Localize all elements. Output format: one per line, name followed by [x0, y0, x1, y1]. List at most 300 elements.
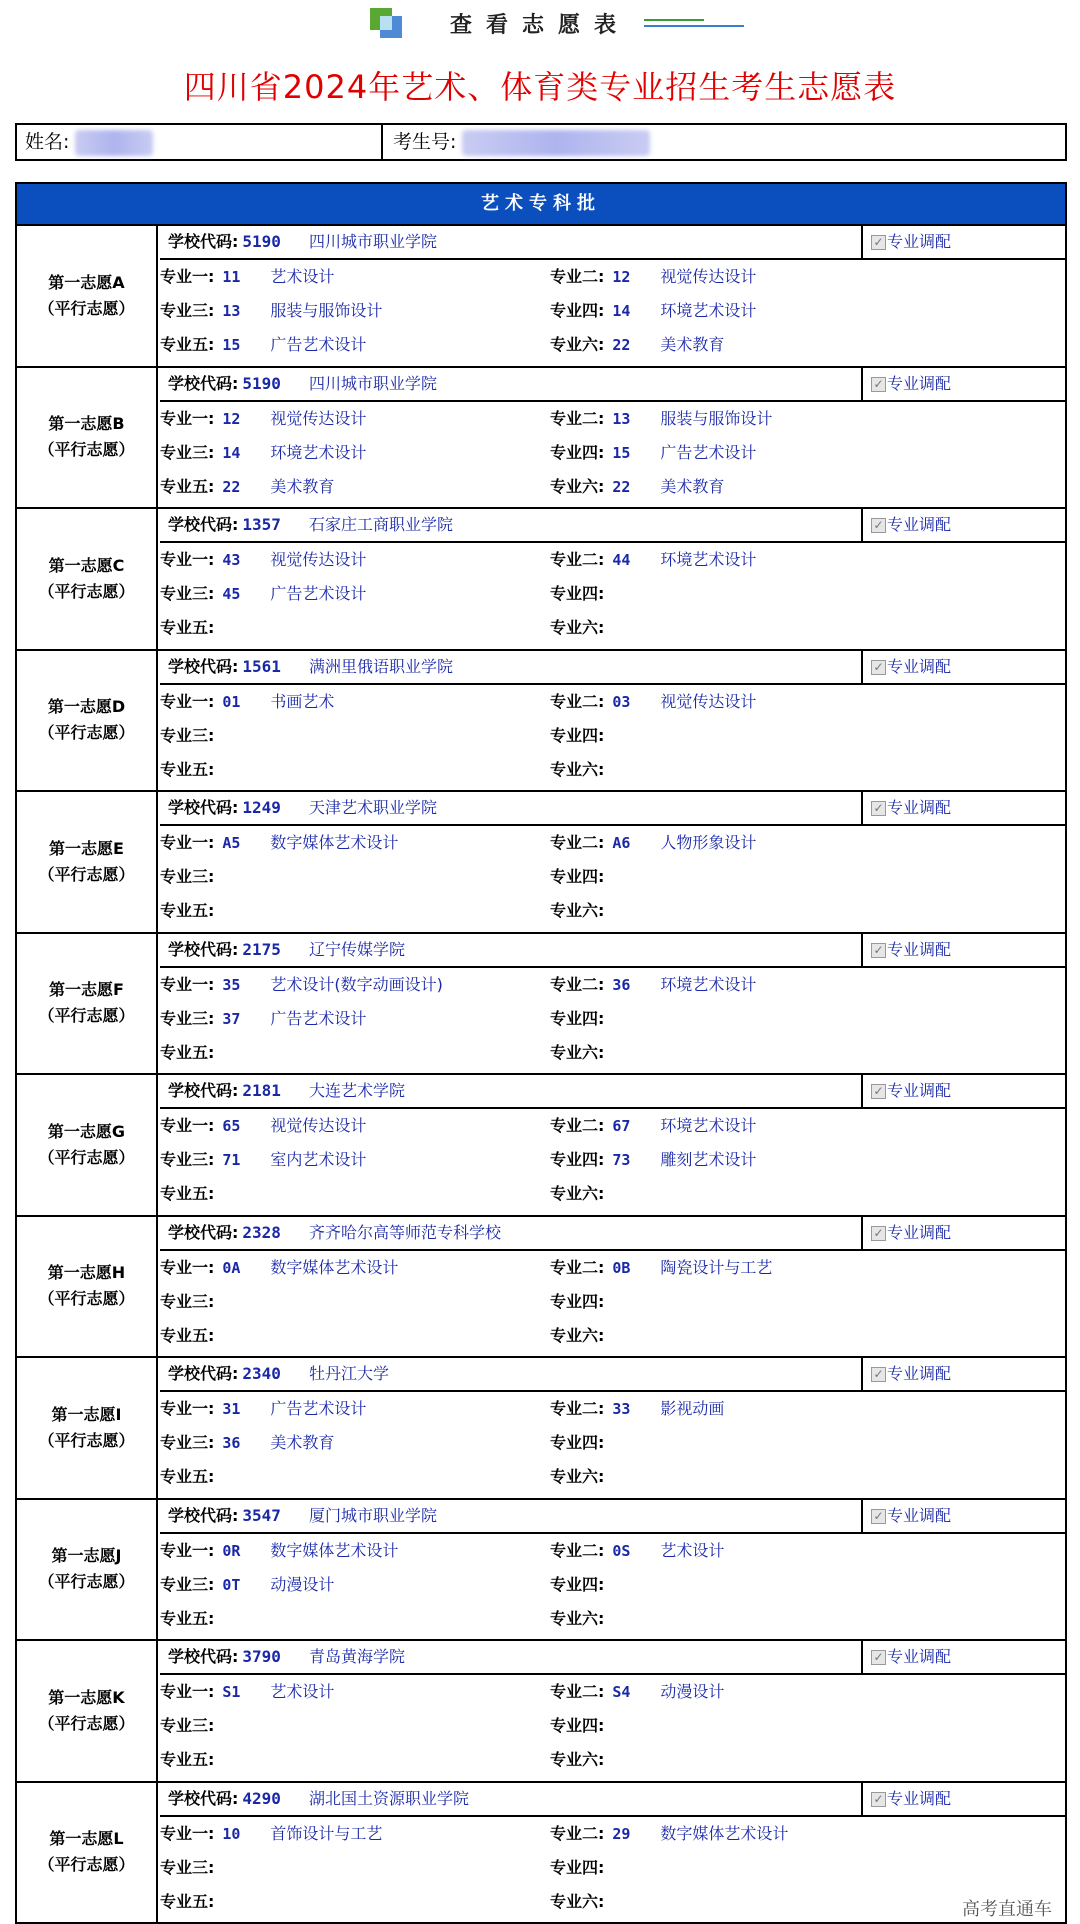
- major-code: 0S: [612, 1541, 631, 1560]
- checkbox-checked-icon[interactable]: ✓: [871, 1792, 886, 1807]
- wish-block: [15, 226, 1067, 368]
- form-title: 四川省2024年艺术、体育类专业招生考生志愿表: [183, 68, 897, 106]
- major-label: 专业六:: [550, 1467, 605, 1486]
- major-code: 43: [222, 551, 241, 569]
- school-code: 2328: [242, 1222, 281, 1242]
- checkbox-checked-icon[interactable]: ✓: [871, 1367, 886, 1382]
- major-label: 专业一:: [160, 833, 215, 852]
- majors-grid: [160, 1817, 1065, 1923]
- major-adjust[interactable]: [871, 226, 951, 258]
- majors-grid: [160, 543, 1065, 649]
- major-slot: [550, 1285, 660, 1319]
- major-name: 环境艺术设计: [270, 442, 367, 462]
- majors-grid: [160, 826, 1065, 932]
- major-code: 12: [222, 409, 241, 428]
- major-label: 专业一:: [160, 691, 215, 711]
- wish-parallel-note: （平行志愿）: [38, 1147, 135, 1167]
- major-slot: [550, 1743, 660, 1777]
- major-name: 视觉传达设计: [270, 550, 367, 569]
- major-label: 专业六:: [550, 759, 605, 779]
- major-label: 专业一:: [160, 267, 215, 286]
- major-label: 专业五:: [160, 1467, 215, 1486]
- major-name: 视觉传达设计: [660, 267, 757, 286]
- major-adjust[interactable]: [871, 792, 951, 824]
- school-code: 2340: [242, 1364, 281, 1383]
- wish-title: 第一志愿E: [49, 838, 124, 858]
- wish-parallel-note: （平行志愿）: [38, 1006, 135, 1026]
- major-label: 专业四:: [550, 867, 605, 886]
- majors-grid: [160, 260, 1065, 366]
- school-code: 5190: [242, 232, 281, 251]
- school-row: [160, 651, 1065, 685]
- wish-title: 第一志愿H: [47, 1263, 126, 1283]
- major-label: 专业六:: [550, 1184, 605, 1203]
- checkbox-checked-icon[interactable]: ✓: [871, 801, 886, 816]
- major-label: 专业三:: [160, 1008, 215, 1028]
- school-row: [160, 509, 1065, 543]
- major-slot: [160, 826, 398, 860]
- major-code: 15: [612, 443, 631, 462]
- major-slot: [160, 1426, 334, 1460]
- major-code: 12: [612, 268, 631, 286]
- major-adjust[interactable]: [871, 368, 951, 400]
- school-name: 大连艺术学院: [308, 1081, 405, 1100]
- wish-list: [15, 226, 1067, 1924]
- school-code-label: 学校代码:: [168, 232, 239, 251]
- id-redacted: [462, 130, 650, 156]
- major-name: 数字媒体艺术设计: [660, 1823, 789, 1843]
- school-row: [160, 1641, 1065, 1675]
- major-name: 艺术设计: [660, 1540, 725, 1560]
- majors-grid: [160, 1534, 1065, 1640]
- major-label: 专业一:: [160, 550, 215, 569]
- major-label: 专业四:: [550, 584, 605, 603]
- major-code: 36: [612, 975, 631, 994]
- major-slot: [550, 1602, 660, 1636]
- major-adjust-label: 专业调配: [887, 798, 952, 817]
- major-label: 专业六:: [550, 618, 605, 637]
- wish-block: [15, 1500, 1067, 1642]
- major-name: 动漫设计: [270, 1574, 335, 1594]
- major-slot: [160, 1743, 270, 1777]
- major-code: 22: [612, 336, 631, 354]
- major-code: 11: [222, 268, 241, 286]
- major-slot: [160, 470, 334, 504]
- watermark: 高考直通车: [962, 1899, 1052, 1920]
- major-slot: [550, 1568, 660, 1602]
- major-adjust[interactable]: [871, 509, 951, 541]
- wish-title: 第一志愿I: [51, 1404, 122, 1424]
- checkbox-checked-icon[interactable]: ✓: [871, 518, 886, 533]
- major-label: 专业二:: [550, 267, 605, 286]
- major-slot: [550, 826, 756, 860]
- major-name: 人物形象设计: [660, 833, 757, 852]
- checkbox-checked-icon[interactable]: ✓: [871, 235, 886, 250]
- major-slot: [550, 1675, 724, 1709]
- wish-parallel-note: （平行志愿）: [38, 864, 135, 884]
- major-adjust-label: 专业调配: [887, 373, 952, 393]
- school-row: [160, 1783, 1065, 1817]
- major-slot: [160, 260, 334, 294]
- school-code: 3547: [242, 1505, 281, 1525]
- school-code-label: 学校代码:: [168, 1647, 239, 1666]
- school-name: 辽宁传媒学院: [308, 939, 405, 959]
- major-name: 艺术设计(数字动画设计): [270, 974, 443, 994]
- major-label: 专业五:: [160, 1325, 215, 1345]
- major-slot: [160, 1392, 366, 1426]
- student-info: [15, 123, 1067, 161]
- major-slot: [550, 1177, 660, 1211]
- major-code: 01: [222, 692, 241, 711]
- school-row: [160, 792, 1065, 826]
- wish-title: 第一志愿G: [47, 1121, 126, 1141]
- major-adjust-label: 专业调配: [887, 232, 952, 251]
- major-label: 专业二:: [550, 550, 605, 569]
- major-slot: [550, 1534, 724, 1568]
- school-name: 齐齐哈尔高等师范专科学校: [308, 1222, 501, 1242]
- major-label: 专业二:: [550, 1540, 605, 1560]
- major-label: 专业三:: [160, 301, 215, 320]
- school-row: [160, 368, 1065, 402]
- school-code-label: 学校代码:: [168, 656, 239, 676]
- major-slot: [550, 1319, 660, 1353]
- major-slot: [160, 753, 270, 787]
- major-slot: [160, 719, 270, 753]
- major-adjust-label: 专业调配: [887, 656, 952, 676]
- major-code: 67: [612, 1117, 631, 1135]
- major-slot: [160, 1319, 270, 1353]
- major-code: 14: [612, 302, 631, 320]
- major-slot: [550, 1851, 660, 1885]
- school-row: [160, 934, 1065, 968]
- school-row: [160, 1500, 1065, 1534]
- major-code: 0A: [222, 1258, 241, 1277]
- major-name: 服装与服饰设计: [270, 301, 383, 320]
- wish-parallel-note: （平行志愿）: [38, 1713, 135, 1733]
- batch-header: 艺术专科批: [15, 182, 1067, 226]
- major-slot: [550, 719, 660, 753]
- majors-grid: [160, 1109, 1065, 1215]
- major-name: 视觉传达设计: [270, 1116, 367, 1135]
- wish-block: [15, 1783, 1067, 1924]
- school-name: 天津艺术职业学院: [308, 798, 437, 817]
- major-slot: [550, 1426, 660, 1460]
- major-adjust-label: 专业调配: [887, 1222, 952, 1242]
- major-label: 专业三:: [160, 442, 215, 462]
- majors-grid: [160, 1251, 1065, 1357]
- major-name: 美术教育: [660, 476, 725, 496]
- major-adjust[interactable]: [871, 1358, 951, 1390]
- major-label: 专业六:: [550, 901, 605, 920]
- major-label: 专业三:: [160, 725, 215, 745]
- major-label: 专业四:: [550, 725, 605, 745]
- major-code: 65: [222, 1117, 241, 1135]
- major-label: 专业三:: [160, 1291, 215, 1311]
- major-label: 专业一:: [160, 408, 215, 428]
- major-slot: [550, 1109, 756, 1143]
- name-redacted: [75, 130, 153, 156]
- major-code: 10: [222, 1824, 241, 1843]
- major-label: 专业四:: [550, 1150, 605, 1169]
- major-name: 书画艺术: [270, 691, 335, 711]
- school-name: 四川城市职业学院: [308, 232, 437, 251]
- checkbox-checked-icon[interactable]: ✓: [871, 1509, 886, 1524]
- major-slot: [160, 577, 366, 611]
- id-label: 考生号:: [393, 131, 457, 153]
- major-name: 艺术设计: [270, 1682, 335, 1701]
- major-name: 广告艺术设计: [270, 335, 367, 354]
- major-name: 室内艺术设计: [270, 1150, 367, 1169]
- school-code-label: 学校代码:: [168, 373, 239, 393]
- wish-block: [15, 1641, 1067, 1783]
- major-label: 专业五:: [160, 335, 215, 354]
- student-name-cell: [17, 125, 383, 159]
- wish-label: [17, 1358, 158, 1498]
- major-adjust-label: 专业调配: [887, 939, 952, 959]
- major-slot: [160, 1143, 366, 1177]
- major-code: 13: [222, 302, 241, 320]
- major-slot: [160, 1885, 270, 1919]
- wish-label: [17, 1217, 158, 1357]
- school-code: 1561: [242, 656, 281, 676]
- school-code: 4290: [242, 1788, 281, 1808]
- wish-parallel-note: （平行志愿）: [38, 1289, 135, 1309]
- major-label: 专业五:: [160, 1750, 215, 1769]
- major-code: A5: [222, 834, 241, 852]
- major-name: 雕刻艺术设计: [660, 1150, 757, 1169]
- major-adjust-label: 专业调配: [887, 1081, 952, 1100]
- major-slot: [160, 1568, 334, 1602]
- major-slot: [550, 753, 660, 787]
- wish-label: [17, 792, 158, 932]
- major-label: 专业一:: [160, 1823, 215, 1843]
- major-code: 71: [222, 1151, 241, 1169]
- major-slot: [550, 328, 724, 362]
- major-label: 专业四:: [550, 301, 605, 320]
- wish-parallel-note: （平行志愿）: [38, 581, 135, 601]
- major-slot: [160, 1002, 366, 1036]
- school-code-label: 学校代码:: [168, 1505, 239, 1525]
- wish-block: [15, 651, 1067, 793]
- major-name: 服装与服饰设计: [660, 408, 773, 428]
- major-code: 22: [612, 477, 631, 496]
- majors-grid: [160, 402, 1065, 508]
- major-label: 专业二:: [550, 833, 605, 852]
- major-name: 首饰设计与工艺: [270, 1823, 383, 1843]
- major-code: 03: [612, 692, 631, 711]
- checkbox-checked-icon[interactable]: ✓: [871, 1650, 886, 1665]
- major-adjust-label: 专业调配: [887, 1364, 952, 1383]
- school-info: [160, 934, 863, 966]
- major-name: 艺术设计: [270, 267, 335, 286]
- school-row: [160, 226, 1065, 260]
- wish-label: [17, 1500, 158, 1640]
- major-slot: [550, 1002, 660, 1036]
- major-label: 专业五:: [160, 1184, 215, 1203]
- major-label: 专业四:: [550, 1008, 605, 1028]
- major-label: 专业一:: [160, 1257, 215, 1277]
- major-slot: [550, 1709, 660, 1743]
- major-slot: [550, 1817, 788, 1851]
- major-slot: [550, 436, 756, 470]
- major-label: 专业二:: [550, 1823, 605, 1843]
- major-adjust[interactable]: [871, 934, 951, 966]
- major-code: 15: [222, 336, 241, 354]
- major-label: 专业四:: [550, 1574, 605, 1594]
- wish-parallel-note: （平行志愿）: [38, 1572, 135, 1592]
- major-code: 14: [222, 443, 241, 462]
- school-row: [160, 1217, 1065, 1251]
- wish-title: 第一志愿B: [48, 414, 125, 434]
- major-label: 专业五:: [160, 901, 215, 920]
- major-adjust[interactable]: [871, 1217, 951, 1249]
- major-label: 专业二:: [550, 1682, 605, 1701]
- major-slot: [550, 685, 756, 719]
- major-adjust-label: 专业调配: [887, 1505, 952, 1525]
- school-row: [160, 1358, 1065, 1392]
- major-code: 33: [612, 1400, 631, 1418]
- major-name: 视觉传达设计: [270, 408, 367, 428]
- major-code: 37: [222, 1009, 241, 1028]
- major-label: 专业一:: [160, 1399, 215, 1418]
- school-info: [160, 1358, 863, 1390]
- checkbox-checked-icon[interactable]: ✓: [871, 943, 886, 958]
- school-code-label: 学校代码:: [168, 515, 239, 534]
- major-code: S1: [222, 1683, 241, 1701]
- wish-label: [17, 1783, 158, 1923]
- major-label: 专业六:: [550, 1891, 605, 1911]
- major-name: 广告艺术设计: [270, 584, 367, 603]
- wish-block: [15, 368, 1067, 510]
- major-name: 数字媒体艺术设计: [270, 1257, 399, 1277]
- major-code: S4: [612, 1683, 631, 1701]
- major-code: 0B: [612, 1258, 631, 1277]
- major-adjust[interactable]: [871, 1783, 951, 1815]
- major-adjust[interactable]: [871, 1641, 951, 1673]
- school-code: 1249: [242, 798, 281, 817]
- major-name: 广告艺术设计: [660, 442, 757, 462]
- major-slot: [550, 1392, 724, 1426]
- major-adjust[interactable]: [871, 1500, 951, 1532]
- major-slot: [550, 1036, 660, 1070]
- major-slot: [160, 1675, 334, 1709]
- wish-label: [17, 226, 158, 366]
- major-adjust[interactable]: [871, 651, 951, 683]
- major-slot: [160, 894, 270, 928]
- wish-title: 第一志愿D: [47, 697, 126, 717]
- major-label: 专业四:: [550, 1291, 605, 1311]
- major-label: 专业五:: [160, 618, 215, 637]
- wish-title: 第一志愿K: [48, 1687, 125, 1707]
- major-label: 专业六:: [550, 1608, 605, 1628]
- school-code-label: 学校代码:: [168, 798, 239, 817]
- major-slot: [160, 328, 366, 362]
- school-info: [160, 1217, 863, 1249]
- major-code: 13: [612, 409, 631, 428]
- wish-label: [17, 368, 158, 508]
- checkbox-checked-icon[interactable]: ✓: [871, 1226, 886, 1241]
- major-slot: [160, 1851, 270, 1885]
- major-label: 专业六:: [550, 476, 605, 496]
- major-label: 专业三:: [160, 1150, 215, 1169]
- school-code-label: 学校代码:: [168, 939, 239, 959]
- school-code: 3790: [242, 1647, 281, 1666]
- major-slot: [160, 1177, 270, 1211]
- major-label: 专业二:: [550, 1116, 605, 1135]
- wish-label: [17, 934, 158, 1074]
- school-code-label: 学校代码:: [168, 1364, 239, 1383]
- checkbox-checked-icon[interactable]: ✓: [871, 660, 886, 675]
- major-label: 专业四:: [550, 1857, 605, 1877]
- major-adjust[interactable]: [871, 1075, 951, 1107]
- majors-grid: [160, 968, 1065, 1074]
- major-slot: [160, 860, 270, 894]
- major-name: 广告艺术设计: [270, 1008, 367, 1028]
- school-name: 青岛黄海学院: [308, 1647, 405, 1666]
- major-slot: [550, 894, 660, 928]
- major-slot: [160, 1036, 270, 1070]
- school-code-label: 学校代码:: [168, 1081, 239, 1100]
- major-label: 专业五:: [160, 1608, 215, 1628]
- major-name: 环境艺术设计: [660, 301, 757, 320]
- major-code: 36: [222, 1434, 241, 1452]
- major-label: 专业二:: [550, 1399, 605, 1418]
- school-code: 2175: [242, 939, 281, 959]
- major-name: 环境艺术设计: [660, 1116, 757, 1135]
- checkbox-checked-icon[interactable]: ✓: [871, 1084, 886, 1099]
- major-code: 35: [222, 975, 241, 994]
- school-info: [160, 226, 863, 258]
- major-name: 数字媒体艺术设计: [270, 1540, 399, 1560]
- checkbox-checked-icon[interactable]: ✓: [871, 377, 886, 392]
- school-info: [160, 1500, 863, 1532]
- school-code-label: 学校代码:: [168, 1788, 239, 1808]
- top-bar: [0, 0, 1080, 46]
- major-label: 专业五:: [160, 1891, 215, 1911]
- major-label: 专业四:: [550, 442, 605, 462]
- student-id-cell: [385, 125, 1067, 159]
- major-code: A6: [612, 834, 631, 852]
- app-logo-icon: [368, 6, 406, 40]
- major-name: 数字媒体艺术设计: [270, 833, 399, 852]
- major-adjust-label: 专业调配: [887, 515, 952, 534]
- school-info: [160, 1641, 863, 1673]
- major-name: 视觉传达设计: [660, 691, 757, 711]
- majors-grid: [160, 685, 1065, 791]
- major-slot: [160, 968, 443, 1002]
- major-label: 专业三:: [160, 1574, 215, 1594]
- major-label: 专业六:: [550, 335, 605, 354]
- major-name: 动漫设计: [660, 1682, 725, 1701]
- major-name: 广告艺术设计: [270, 1399, 367, 1418]
- major-name: 美术教育: [270, 1433, 335, 1452]
- major-code: 22: [222, 477, 241, 496]
- major-slot: [160, 611, 270, 645]
- wish-title: 第一志愿C: [48, 555, 125, 575]
- wish-title: 第一志愿L: [49, 1829, 124, 1849]
- major-slot: [550, 260, 756, 294]
- page-title: 查看志愿表: [450, 13, 631, 38]
- major-label: 专业五:: [160, 759, 215, 779]
- major-label: 专业六:: [550, 1042, 605, 1062]
- school-code: 5190: [242, 373, 281, 393]
- major-label: 专业一:: [160, 974, 215, 994]
- major-slot: [160, 543, 366, 577]
- school-name: 牡丹江大学: [308, 1364, 389, 1383]
- major-label: 专业二:: [550, 691, 605, 711]
- major-name: 陶瓷设计与工艺: [660, 1257, 773, 1277]
- wish-title: 第一志愿A: [48, 272, 125, 292]
